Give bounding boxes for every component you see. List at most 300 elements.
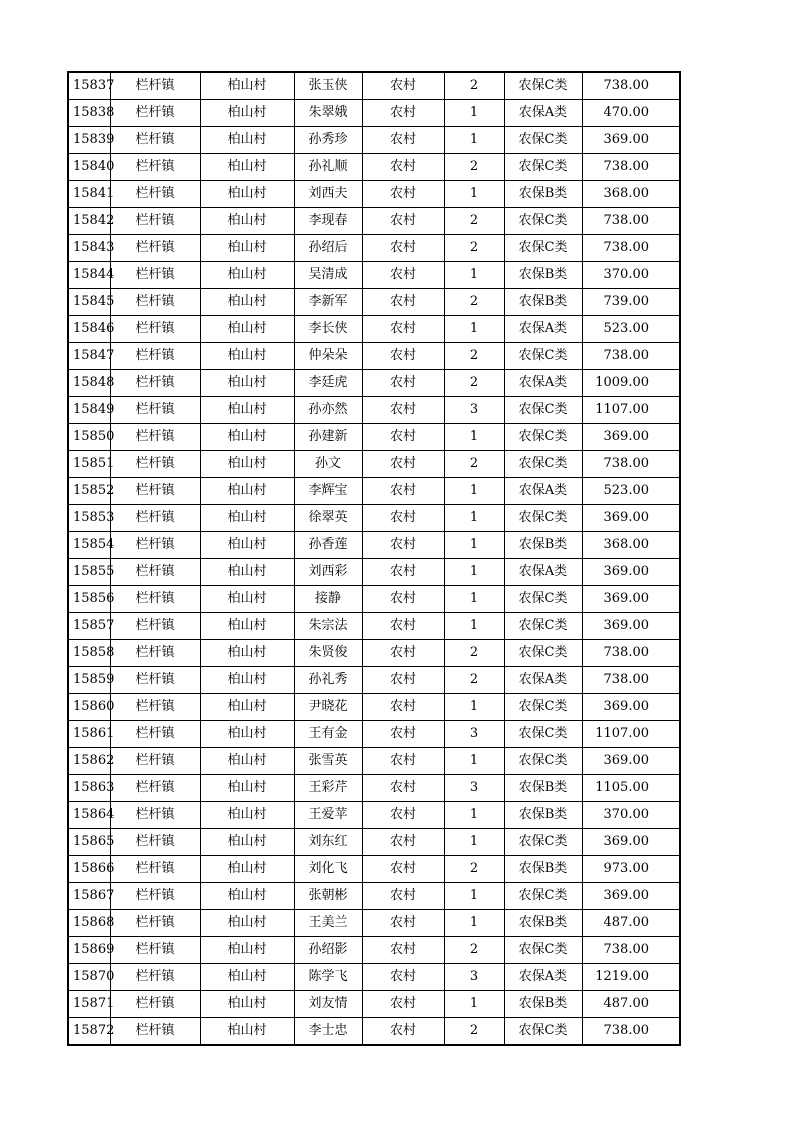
insurance-category-cell: 农保C类: [504, 640, 582, 667]
insurance-category-cell: 农保C类: [504, 235, 582, 262]
town-cell: 栏杆镇: [110, 1018, 200, 1046]
area-type-cell: 农村: [362, 154, 444, 181]
person-name-cell: 王有金: [294, 721, 362, 748]
amount-cell: 1219.00: [582, 964, 680, 991]
area-type-cell: 农村: [362, 72, 444, 100]
person-name-cell: 刘友情: [294, 991, 362, 1018]
table-row: [68, 640, 680, 667]
town-cell: 栏杆镇: [110, 802, 200, 829]
amount-cell: 1009.00: [582, 370, 680, 397]
insurance-category-cell: 农保C类: [504, 424, 582, 451]
insurance-category-cell: 农保A类: [504, 316, 582, 343]
insurance-category-cell: 农保B类: [504, 181, 582, 208]
area-type-cell: 农村: [362, 964, 444, 991]
village-cell: 柏山村: [200, 370, 294, 397]
table-row: [68, 559, 680, 586]
amount-cell: 1107.00: [582, 721, 680, 748]
insurance-category-cell: 农保B类: [504, 802, 582, 829]
insurance-category-cell: 农保C类: [504, 127, 582, 154]
village-cell: 柏山村: [200, 883, 294, 910]
amount-cell: 487.00: [582, 991, 680, 1018]
village-cell: 柏山村: [200, 343, 294, 370]
record-id-cell: 15856: [68, 586, 110, 613]
area-type-cell: 农村: [362, 829, 444, 856]
person-name-cell: 王爱苹: [294, 802, 362, 829]
table-row: [68, 505, 680, 532]
area-type-cell: 农村: [362, 451, 444, 478]
record-id-cell: 15871: [68, 991, 110, 1018]
town-cell: 栏杆镇: [110, 451, 200, 478]
amount-cell: 470.00: [582, 100, 680, 127]
household-count-cell: 2: [444, 343, 504, 370]
town-cell: 栏杆镇: [110, 289, 200, 316]
area-type-cell: 农村: [362, 613, 444, 640]
record-id-cell: 15859: [68, 667, 110, 694]
town-cell: 栏杆镇: [110, 127, 200, 154]
amount-cell: 973.00: [582, 856, 680, 883]
household-count-cell: 3: [444, 964, 504, 991]
amount-cell: 738.00: [582, 72, 680, 100]
town-cell: 栏杆镇: [110, 505, 200, 532]
village-cell: 柏山村: [200, 775, 294, 802]
person-name-cell: 仲朵朵: [294, 343, 362, 370]
person-name-cell: 李廷虎: [294, 370, 362, 397]
table-row: [68, 829, 680, 856]
amount-cell: 739.00: [582, 289, 680, 316]
area-type-cell: 农村: [362, 262, 444, 289]
household-count-cell: 1: [444, 316, 504, 343]
household-count-cell: 1: [444, 424, 504, 451]
town-cell: 栏杆镇: [110, 424, 200, 451]
household-count-cell: 2: [444, 208, 504, 235]
village-cell: 柏山村: [200, 235, 294, 262]
insurance-category-cell: 农保A类: [504, 100, 582, 127]
amount-cell: 369.00: [582, 505, 680, 532]
household-count-cell: 1: [444, 802, 504, 829]
record-id-cell: 15866: [68, 856, 110, 883]
town-cell: 栏杆镇: [110, 208, 200, 235]
record-id-cell: 15872: [68, 1018, 110, 1046]
record-id-cell: 15860: [68, 694, 110, 721]
area-type-cell: 农村: [362, 640, 444, 667]
town-cell: 栏杆镇: [110, 640, 200, 667]
town-cell: 栏杆镇: [110, 910, 200, 937]
person-name-cell: 朱贤俊: [294, 640, 362, 667]
village-cell: 柏山村: [200, 586, 294, 613]
insurance-category-cell: 农保B类: [504, 262, 582, 289]
amount-cell: 738.00: [582, 667, 680, 694]
table-row: [68, 937, 680, 964]
town-cell: 栏杆镇: [110, 964, 200, 991]
area-type-cell: 农村: [362, 208, 444, 235]
insurance-category-cell: 农保C类: [504, 505, 582, 532]
person-name-cell: 孙礼顺: [294, 154, 362, 181]
village-cell: 柏山村: [200, 667, 294, 694]
insurance-category-cell: 农保A类: [504, 964, 582, 991]
household-count-cell: 2: [444, 370, 504, 397]
record-id-cell: 15848: [68, 370, 110, 397]
record-id-cell: 15846: [68, 316, 110, 343]
table-row: [68, 532, 680, 559]
record-id-cell: 15870: [68, 964, 110, 991]
household-count-cell: 1: [444, 991, 504, 1018]
table-row: [68, 694, 680, 721]
table-row: [68, 72, 680, 100]
household-count-cell: 2: [444, 667, 504, 694]
household-count-cell: 1: [444, 262, 504, 289]
record-id-cell: 15843: [68, 235, 110, 262]
amount-cell: 369.00: [582, 829, 680, 856]
area-type-cell: 农村: [362, 127, 444, 154]
town-cell: 栏杆镇: [110, 586, 200, 613]
area-type-cell: 农村: [362, 505, 444, 532]
town-cell: 栏杆镇: [110, 991, 200, 1018]
person-name-cell: 王彩芹: [294, 775, 362, 802]
table-row: [68, 991, 680, 1018]
area-type-cell: 农村: [362, 424, 444, 451]
village-cell: 柏山村: [200, 154, 294, 181]
insurance-category-cell: 农保C类: [504, 721, 582, 748]
record-id-cell: 15841: [68, 181, 110, 208]
insurance-category-cell: 农保C类: [504, 154, 582, 181]
household-count-cell: 2: [444, 72, 504, 100]
household-count-cell: 1: [444, 532, 504, 559]
village-cell: 柏山村: [200, 694, 294, 721]
village-cell: 柏山村: [200, 640, 294, 667]
amount-cell: 738.00: [582, 451, 680, 478]
person-name-cell: 尹晓花: [294, 694, 362, 721]
household-count-cell: 1: [444, 127, 504, 154]
person-name-cell: 吴清成: [294, 262, 362, 289]
insurance-category-cell: 农保B类: [504, 910, 582, 937]
record-id-cell: 15845: [68, 289, 110, 316]
area-type-cell: 农村: [362, 343, 444, 370]
table-row: [68, 883, 680, 910]
town-cell: 栏杆镇: [110, 181, 200, 208]
table-row: [68, 127, 680, 154]
amount-cell: 369.00: [582, 613, 680, 640]
table-row: [68, 586, 680, 613]
amount-cell: 368.00: [582, 532, 680, 559]
village-cell: 柏山村: [200, 262, 294, 289]
village-cell: 柏山村: [200, 72, 294, 100]
village-cell: 柏山村: [200, 127, 294, 154]
person-name-cell: 李士忠: [294, 1018, 362, 1046]
village-cell: 柏山村: [200, 937, 294, 964]
record-id-cell: 15861: [68, 721, 110, 748]
village-cell: 柏山村: [200, 397, 294, 424]
amount-cell: 738.00: [582, 235, 680, 262]
village-cell: 柏山村: [200, 802, 294, 829]
area-type-cell: 农村: [362, 397, 444, 424]
village-cell: 柏山村: [200, 208, 294, 235]
insurance-category-cell: 农保B类: [504, 775, 582, 802]
table-row: [68, 289, 680, 316]
insurance-category-cell: 农保C类: [504, 613, 582, 640]
village-cell: 柏山村: [200, 451, 294, 478]
person-name-cell: 徐翠英: [294, 505, 362, 532]
person-name-cell: 朱翠娥: [294, 100, 362, 127]
table-row: [68, 424, 680, 451]
table-row: [68, 748, 680, 775]
household-count-cell: 1: [444, 694, 504, 721]
record-id-cell: 15863: [68, 775, 110, 802]
amount-cell: 369.00: [582, 586, 680, 613]
record-id-cell: 15865: [68, 829, 110, 856]
town-cell: 栏杆镇: [110, 316, 200, 343]
person-name-cell: 刘东红: [294, 829, 362, 856]
area-type-cell: 农村: [362, 910, 444, 937]
person-name-cell: 孙亦然: [294, 397, 362, 424]
village-cell: 柏山村: [200, 181, 294, 208]
insurance-category-cell: 农保C类: [504, 883, 582, 910]
record-id-cell: 15867: [68, 883, 110, 910]
town-cell: 栏杆镇: [110, 532, 200, 559]
amount-cell: 738.00: [582, 1018, 680, 1046]
record-id-cell: 15850: [68, 424, 110, 451]
insurance-category-cell: 农保C类: [504, 586, 582, 613]
record-id-cell: 15853: [68, 505, 110, 532]
person-name-cell: 刘西彩: [294, 559, 362, 586]
amount-cell: 370.00: [582, 802, 680, 829]
record-id-cell: 15842: [68, 208, 110, 235]
household-count-cell: 2: [444, 154, 504, 181]
person-name-cell: 李现春: [294, 208, 362, 235]
record-id-cell: 15864: [68, 802, 110, 829]
person-name-cell: 张朝彬: [294, 883, 362, 910]
village-cell: 柏山村: [200, 829, 294, 856]
village-cell: 柏山村: [200, 316, 294, 343]
area-type-cell: 农村: [362, 586, 444, 613]
amount-cell: 369.00: [582, 424, 680, 451]
amount-cell: 523.00: [582, 478, 680, 505]
table-row: [68, 397, 680, 424]
area-type-cell: 农村: [362, 235, 444, 262]
person-name-cell: 孙文: [294, 451, 362, 478]
table-row: [68, 775, 680, 802]
insurance-category-cell: 农保C类: [504, 748, 582, 775]
area-type-cell: 农村: [362, 289, 444, 316]
town-cell: 栏杆镇: [110, 694, 200, 721]
table-row: [68, 910, 680, 937]
insurance-category-cell: 农保C类: [504, 208, 582, 235]
town-cell: 栏杆镇: [110, 343, 200, 370]
table-row: [68, 208, 680, 235]
insurance-category-cell: 农保B类: [504, 289, 582, 316]
insurance-category-cell: 农保B类: [504, 856, 582, 883]
village-cell: 柏山村: [200, 910, 294, 937]
person-name-cell: 孙绍后: [294, 235, 362, 262]
village-cell: 柏山村: [200, 532, 294, 559]
area-type-cell: 农村: [362, 883, 444, 910]
person-name-cell: 接静: [294, 586, 362, 613]
amount-cell: 487.00: [582, 910, 680, 937]
record-id-cell: 15849: [68, 397, 110, 424]
town-cell: 栏杆镇: [110, 262, 200, 289]
area-type-cell: 农村: [362, 478, 444, 505]
person-name-cell: 李长侠: [294, 316, 362, 343]
insurance-category-cell: 农保A类: [504, 478, 582, 505]
person-name-cell: 王美兰: [294, 910, 362, 937]
amount-cell: 369.00: [582, 127, 680, 154]
town-cell: 栏杆镇: [110, 613, 200, 640]
village-cell: 柏山村: [200, 613, 294, 640]
village-cell: 柏山村: [200, 559, 294, 586]
area-type-cell: 农村: [362, 802, 444, 829]
town-cell: 栏杆镇: [110, 72, 200, 100]
town-cell: 栏杆镇: [110, 154, 200, 181]
record-id-cell: 15851: [68, 451, 110, 478]
table-row: [68, 100, 680, 127]
record-id-cell: 15837: [68, 72, 110, 100]
town-cell: 栏杆镇: [110, 829, 200, 856]
table-row: [68, 667, 680, 694]
person-name-cell: 孙香莲: [294, 532, 362, 559]
amount-cell: 523.00: [582, 316, 680, 343]
insurance-category-cell: 农保C类: [504, 829, 582, 856]
amount-cell: 369.00: [582, 694, 680, 721]
person-name-cell: 李辉宝: [294, 478, 362, 505]
person-name-cell: 孙秀珍: [294, 127, 362, 154]
household-count-cell: 2: [444, 1018, 504, 1046]
household-count-cell: 1: [444, 613, 504, 640]
household-count-cell: 1: [444, 883, 504, 910]
record-id-cell: 15869: [68, 937, 110, 964]
amount-cell: 738.00: [582, 154, 680, 181]
village-cell: 柏山村: [200, 721, 294, 748]
table-row: [68, 235, 680, 262]
table-row: [68, 451, 680, 478]
record-id-cell: 15854: [68, 532, 110, 559]
insurance-category-cell: 农保B类: [504, 991, 582, 1018]
household-count-cell: 2: [444, 289, 504, 316]
record-id-cell: 15847: [68, 343, 110, 370]
table-row: [68, 721, 680, 748]
town-cell: 栏杆镇: [110, 370, 200, 397]
household-count-cell: 1: [444, 559, 504, 586]
area-type-cell: 农村: [362, 694, 444, 721]
town-cell: 栏杆镇: [110, 559, 200, 586]
village-cell: 柏山村: [200, 991, 294, 1018]
village-cell: 柏山村: [200, 424, 294, 451]
record-id-cell: 15868: [68, 910, 110, 937]
household-count-cell: 1: [444, 100, 504, 127]
insurance-category-cell: 农保C类: [504, 694, 582, 721]
household-count-cell: 1: [444, 181, 504, 208]
village-cell: 柏山村: [200, 100, 294, 127]
household-count-cell: 3: [444, 775, 504, 802]
area-type-cell: 农村: [362, 721, 444, 748]
table-row: [68, 613, 680, 640]
household-count-cell: 1: [444, 748, 504, 775]
amount-cell: 738.00: [582, 937, 680, 964]
table-row: [68, 154, 680, 181]
insurance-category-cell: 农保C类: [504, 937, 582, 964]
table-row: [68, 262, 680, 289]
table-row: [68, 181, 680, 208]
area-type-cell: 农村: [362, 559, 444, 586]
table-row: [68, 370, 680, 397]
insurance-category-cell: 农保A类: [504, 559, 582, 586]
record-id-cell: 15855: [68, 559, 110, 586]
person-name-cell: 孙绍影: [294, 937, 362, 964]
village-cell: 柏山村: [200, 964, 294, 991]
amount-cell: 738.00: [582, 343, 680, 370]
record-id-cell: 15839: [68, 127, 110, 154]
insurance-category-cell: 农保A类: [504, 370, 582, 397]
village-cell: 柏山村: [200, 289, 294, 316]
household-count-cell: 3: [444, 721, 504, 748]
table-row: [68, 964, 680, 991]
amount-cell: 369.00: [582, 748, 680, 775]
table-row: [68, 478, 680, 505]
amount-cell: 369.00: [582, 559, 680, 586]
area-type-cell: 农村: [362, 316, 444, 343]
amount-cell: 370.00: [582, 262, 680, 289]
village-cell: 柏山村: [200, 505, 294, 532]
amount-cell: 368.00: [582, 181, 680, 208]
town-cell: 栏杆镇: [110, 478, 200, 505]
household-count-cell: 3: [444, 397, 504, 424]
insurance-category-cell: 农保C类: [504, 1018, 582, 1046]
table-row: [68, 802, 680, 829]
record-id-cell: 15838: [68, 100, 110, 127]
amount-cell: 738.00: [582, 208, 680, 235]
table-row: [68, 1018, 680, 1046]
record-id-cell: 15840: [68, 154, 110, 181]
town-cell: 栏杆镇: [110, 235, 200, 262]
town-cell: 栏杆镇: [110, 748, 200, 775]
area-type-cell: 农村: [362, 370, 444, 397]
household-count-cell: 2: [444, 451, 504, 478]
person-name-cell: 孙礼秀: [294, 667, 362, 694]
town-cell: 栏杆镇: [110, 775, 200, 802]
amount-cell: 369.00: [582, 883, 680, 910]
person-name-cell: 刘化飞: [294, 856, 362, 883]
village-cell: 柏山村: [200, 856, 294, 883]
household-count-cell: 1: [444, 910, 504, 937]
insurance-category-cell: 农保C类: [504, 451, 582, 478]
area-type-cell: 农村: [362, 181, 444, 208]
household-count-cell: 1: [444, 586, 504, 613]
town-cell: 栏杆镇: [110, 856, 200, 883]
person-name-cell: 朱宗法: [294, 613, 362, 640]
insurance-category-cell: 农保C类: [504, 343, 582, 370]
town-cell: 栏杆镇: [110, 397, 200, 424]
area-type-cell: 农村: [362, 100, 444, 127]
person-name-cell: 刘西夫: [294, 181, 362, 208]
village-cell: 柏山村: [200, 1018, 294, 1046]
area-type-cell: 农村: [362, 667, 444, 694]
person-name-cell: 李新军: [294, 289, 362, 316]
table-row: [68, 343, 680, 370]
person-name-cell: 张玉侠: [294, 72, 362, 100]
area-type-cell: 农村: [362, 532, 444, 559]
village-cell: 柏山村: [200, 478, 294, 505]
household-count-cell: 2: [444, 937, 504, 964]
person-name-cell: 孙建新: [294, 424, 362, 451]
amount-cell: 738.00: [582, 640, 680, 667]
town-cell: 栏杆镇: [110, 883, 200, 910]
record-id-cell: 15858: [68, 640, 110, 667]
area-type-cell: 农村: [362, 1018, 444, 1046]
record-id-cell: 15857: [68, 613, 110, 640]
town-cell: 栏杆镇: [110, 721, 200, 748]
insurance-category-cell: 农保C类: [504, 397, 582, 424]
household-count-cell: 2: [444, 640, 504, 667]
area-type-cell: 农村: [362, 937, 444, 964]
person-name-cell: 张雪英: [294, 748, 362, 775]
